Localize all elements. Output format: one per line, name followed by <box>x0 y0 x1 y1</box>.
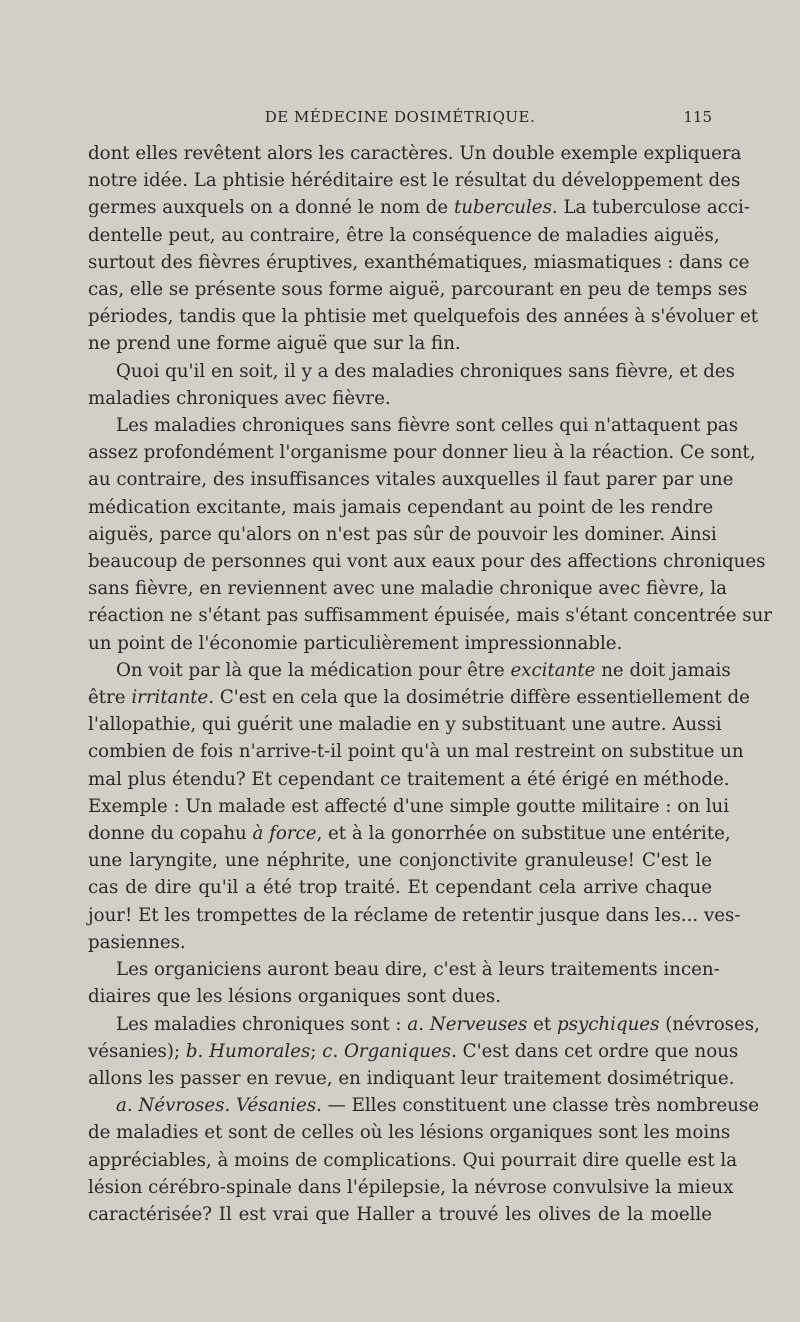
text-line <box>88 711 722 738</box>
text-segment: (névroses, <box>659 1013 760 1035</box>
text-segment: Les organiciens auront beau dire, c'est à leurs traitements incen- <box>116 959 720 981</box>
text-segment: être <box>88 687 132 709</box>
text-line <box>88 330 712 357</box>
italic-text: Organiques <box>344 1040 452 1062</box>
text-segment: . <box>197 1040 210 1062</box>
text-line <box>88 1119 731 1146</box>
text-line <box>88 956 720 983</box>
text-segment: . <box>332 1040 345 1062</box>
text-segment: l'allopathie, qui guérit une maladie en y substituant une autre. Aussi <box>88 714 722 736</box>
text-segment: assez profondément l'organisme pour donner lieu à la réaction. Ce sont, <box>88 442 756 464</box>
italic-text: à force <box>252 823 317 845</box>
italic-text: psychiques <box>556 1013 660 1035</box>
text-line <box>88 1147 738 1174</box>
text-line <box>88 684 750 711</box>
text-segment: appréciables, à moins de complications. Qui pourrait dire quelle est la <box>88 1149 738 1171</box>
text-segment: allons les passer en revue, en indiquant leur traitement dosimétrique. <box>88 1067 735 1089</box>
italic-text: irritante <box>131 687 209 709</box>
text-line <box>88 358 735 385</box>
text-segment: ; <box>310 1040 323 1062</box>
text-segment: dentelle peut, au contraire, être la conséquence de maladies aiguës, <box>88 224 720 246</box>
text-line <box>88 385 712 412</box>
text-line <box>88 194 751 221</box>
text-segment: , et à la gonorrhée on substitue une entérite, <box>316 823 731 845</box>
text-segment: médication excitante, mais jamais cependant au point de les rendre <box>88 496 714 518</box>
text-segment: cas de dire qu'il a été trop traité. Et cependant cela arrive chaque <box>88 877 712 899</box>
text-segment: Les maladies chroniques sont : <box>116 1013 408 1035</box>
text-segment: Quoi qu'il en soit, il y a des maladies chroniques sans fièvre, et des <box>116 360 735 382</box>
text-line <box>88 793 730 820</box>
text-segment: . C'est en cela que la dosimétrie diffère essentiellement de <box>208 687 750 709</box>
text-segment: ne prend une forme aiguë que sur la fin. <box>88 333 461 355</box>
text-segment: cas, elle se présente sous forme aiguë, parcourant en peu de temps ses <box>88 279 748 301</box>
text-line <box>88 494 712 521</box>
italic-text: Nerveuses <box>429 1013 528 1035</box>
text-line <box>88 657 731 684</box>
text-segment: Les maladies chroniques sans fièvre sont celles qui n'attaquent pas <box>116 415 739 437</box>
text-segment: aiguës, parce qu'alors on n'est pas sûr de pouvoir les dominer. Ainsi <box>88 523 717 545</box>
text-line <box>88 412 739 439</box>
text-segment: et <box>527 1013 557 1035</box>
text-segment: dont elles revêtent alors les caractères. Un double exemple expliquera <box>88 143 742 164</box>
text-segment: de maladies et sont de celles où les lésions organiques sont les moins <box>88 1122 731 1144</box>
text-segment: . <box>418 1013 430 1035</box>
text-segment: notre idée. La phtisie héréditaire est le résultat du développement des <box>88 170 741 192</box>
text-segment: sans fièvre, en reviennent avec une maladie chronique avec fièvre, la <box>88 578 728 600</box>
text-segment: un point de l'économie particulièrement impressionnable. <box>88 632 623 654</box>
text-line <box>88 167 741 194</box>
text-segment: surtout des fièvres éruptives, exanthématiques, miasmatiques : dans ce <box>88 251 750 273</box>
text-line <box>88 602 772 629</box>
italic-text: Névroses <box>138 1095 225 1117</box>
text-segment: . — Elles constituent une classe très nombreuse <box>316 1095 760 1117</box>
page-number: 115 <box>683 108 712 126</box>
text-segment: beaucoup de personnes qui vont aux eaux pour des affections chroniques <box>88 551 766 573</box>
italic-text: c <box>322 1040 333 1062</box>
text-segment: . <box>224 1095 237 1117</box>
text-line <box>88 439 756 466</box>
text-line <box>88 738 744 765</box>
text-segment: Exemple : Un malade est affecté d'une simple goutte militaire : on lui <box>88 795 730 817</box>
text-segment: ne doit jamais <box>595 659 731 681</box>
text-line <box>88 548 766 575</box>
text-segment: donne du copahu <box>88 823 253 845</box>
text-segment: réaction ne s'étant pas suffisamment épuisée, mais s'étant concentrée sur <box>88 605 772 627</box>
text-line <box>88 630 712 657</box>
text-line <box>88 140 742 167</box>
text-line <box>88 276 748 303</box>
text-line <box>88 820 731 847</box>
text-line <box>88 902 741 929</box>
running-head: DE MÉDECINE DOSIMÉTRIQUE. <box>264 108 536 126</box>
text-line <box>88 847 712 874</box>
text-line <box>88 1011 760 1038</box>
text-segment: . C'est dans cet ordre que nous <box>451 1040 739 1062</box>
text-segment: lésion cérébro-spinale dans l'épilepsie, la névrose convulsive la mieux <box>88 1176 734 1198</box>
text-segment: une laryngite, une néphrite, une conjonctivite granuleuse! C'est le <box>88 850 712 872</box>
text-line <box>88 303 759 330</box>
italic-text: tubercules <box>453 197 552 219</box>
text-line <box>88 1038 739 1065</box>
text-line <box>88 466 734 493</box>
italic-text: Vésanies <box>236 1095 317 1117</box>
text-line <box>88 1092 760 1119</box>
text-line <box>88 929 712 956</box>
italic-text: a <box>116 1095 127 1117</box>
text-segment: vésanies); <box>88 1040 186 1062</box>
body-text <box>88 140 772 1228</box>
text-line <box>88 766 730 793</box>
text-segment: caractérisée? Il est vrai que Haller a trouvé les olives de la moelle <box>88 1203 712 1225</box>
text-segment: périodes, tandis que la phtisie met quelquefois des années à s'évoluer et <box>88 306 759 328</box>
text-segment: au contraire, des insuffisances vitales auxquelles il faut parer par une <box>88 469 734 491</box>
text-line <box>88 521 717 548</box>
text-segment: diaires que les lésions organiques sont dues. <box>88 986 502 1008</box>
text-line <box>88 222 720 249</box>
italic-text: a <box>407 1013 419 1035</box>
italic-text: Humorales <box>209 1040 311 1062</box>
page-header <box>88 108 712 134</box>
text-line <box>88 1174 734 1201</box>
italic-text: b <box>185 1040 198 1062</box>
text-line <box>88 874 712 901</box>
text-segment: maladies chroniques avec fièvre. <box>88 387 391 409</box>
text-segment: . <box>126 1095 139 1117</box>
italic-text: excitante <box>510 659 596 681</box>
text-line <box>88 1201 712 1228</box>
text-segment: combien de fois n'arrive-t-il point qu'à un mal restreint on substitue un <box>88 741 744 763</box>
text-segment: germes auxquels on a donné le nom de <box>88 197 454 219</box>
text-line <box>88 1065 735 1092</box>
text-segment: pasiennes. <box>88 931 186 953</box>
text-line <box>88 983 712 1010</box>
text-segment: jour! Et les trompettes de la réclame de retentir jusque dans les... ves- <box>88 904 741 926</box>
text-line <box>88 249 750 276</box>
text-segment: . La tuberculose acci- <box>551 197 751 219</box>
text-segment: mal plus étendu? Et cependant ce traitement a été érigé en méthode. <box>88 768 730 790</box>
text-line <box>88 575 728 602</box>
text-segment: On voit par là que la médication pour être <box>116 659 511 681</box>
